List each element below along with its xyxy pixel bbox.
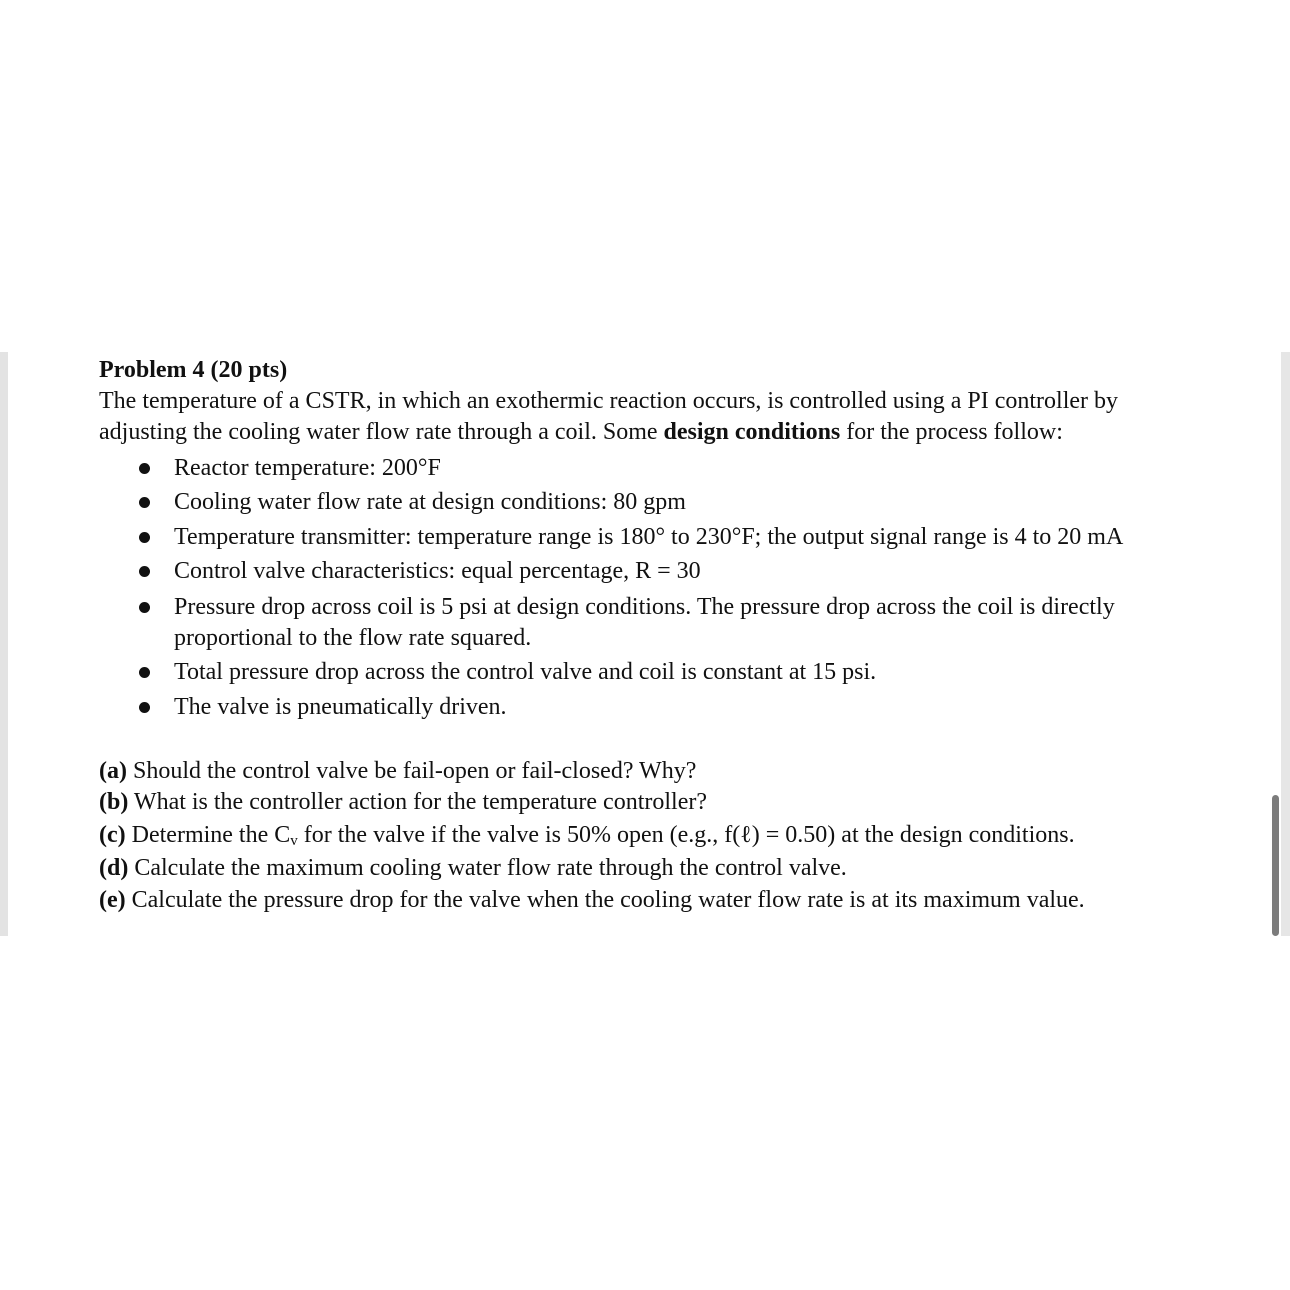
bullet-icon bbox=[139, 532, 150, 543]
bullet-icon bbox=[139, 497, 150, 508]
bullet-temperature-transmitter: Temperature transmitter: temperature range is 180° to 230°F; the output signal range is 4 to 20 mA bbox=[174, 524, 1124, 550]
question-e: (e) Calculate the pressure drop for the valve when the cooling water flow rate is at its maximum value. bbox=[99, 887, 1085, 913]
bullet-icon bbox=[139, 702, 150, 713]
question-d: (d) Calculate the maximum cooling water flow rate through the control valve. bbox=[99, 855, 847, 881]
bullet-icon bbox=[139, 566, 150, 577]
bullet-control-valve-characteristics: Control valve characteristics: equal percentage, R = 30 bbox=[174, 558, 701, 584]
intro-line-1: The temperature of a CSTR, in which an exothermic reaction occurs, is controlled using a PI controller by bbox=[99, 388, 1119, 414]
question-c: (c) Determine the $C_v$ for the valve if the valve is 50% open (e.g., f(ℓ) = 0.50) at the design conditions. bbox=[99, 822, 1075, 849]
design-conditions-emphasis: design conditions bbox=[663, 419, 841, 445]
page-left-edge bbox=[0, 352, 8, 936]
bullet-pressure-drop-coil: Pressure drop across coil is 5 psi at design conditions. The pressure drop across the coil is directly bbox=[174, 594, 1115, 620]
bullet-icon bbox=[139, 602, 150, 613]
bullet-icon bbox=[139, 667, 150, 678]
bullet-pressure-drop-coil-continued: proportional to the flow rate squared. bbox=[174, 625, 532, 651]
scrollbar-thumb[interactable] bbox=[1272, 795, 1279, 936]
bullet-icon bbox=[139, 463, 150, 474]
bullet-valve-pneumatic: The valve is pneumatically driven. bbox=[174, 694, 507, 720]
intro-line-2: adjusting the cooling water flow rate through a coil. Some design conditions for the process follow: bbox=[99, 419, 1063, 445]
bullet-total-pressure-drop: Total pressure drop across the control valve and coil is constant at 15 psi. bbox=[174, 659, 877, 685]
bullet-cooling-water-flow: Cooling water flow rate at design conditions: 80 gpm bbox=[174, 489, 686, 515]
scrollbar-track[interactable] bbox=[1281, 352, 1290, 936]
bullet-reactor-temperature: Reactor temperature: 200°F bbox=[174, 455, 441, 481]
question-a: (a) Should the control valve be fail-open or fail-closed? Why? bbox=[99, 758, 697, 784]
question-b: (b) What is the controller action for the temperature controller? bbox=[99, 789, 707, 815]
problem-title: Problem 4 (20 pts) bbox=[99, 357, 288, 383]
